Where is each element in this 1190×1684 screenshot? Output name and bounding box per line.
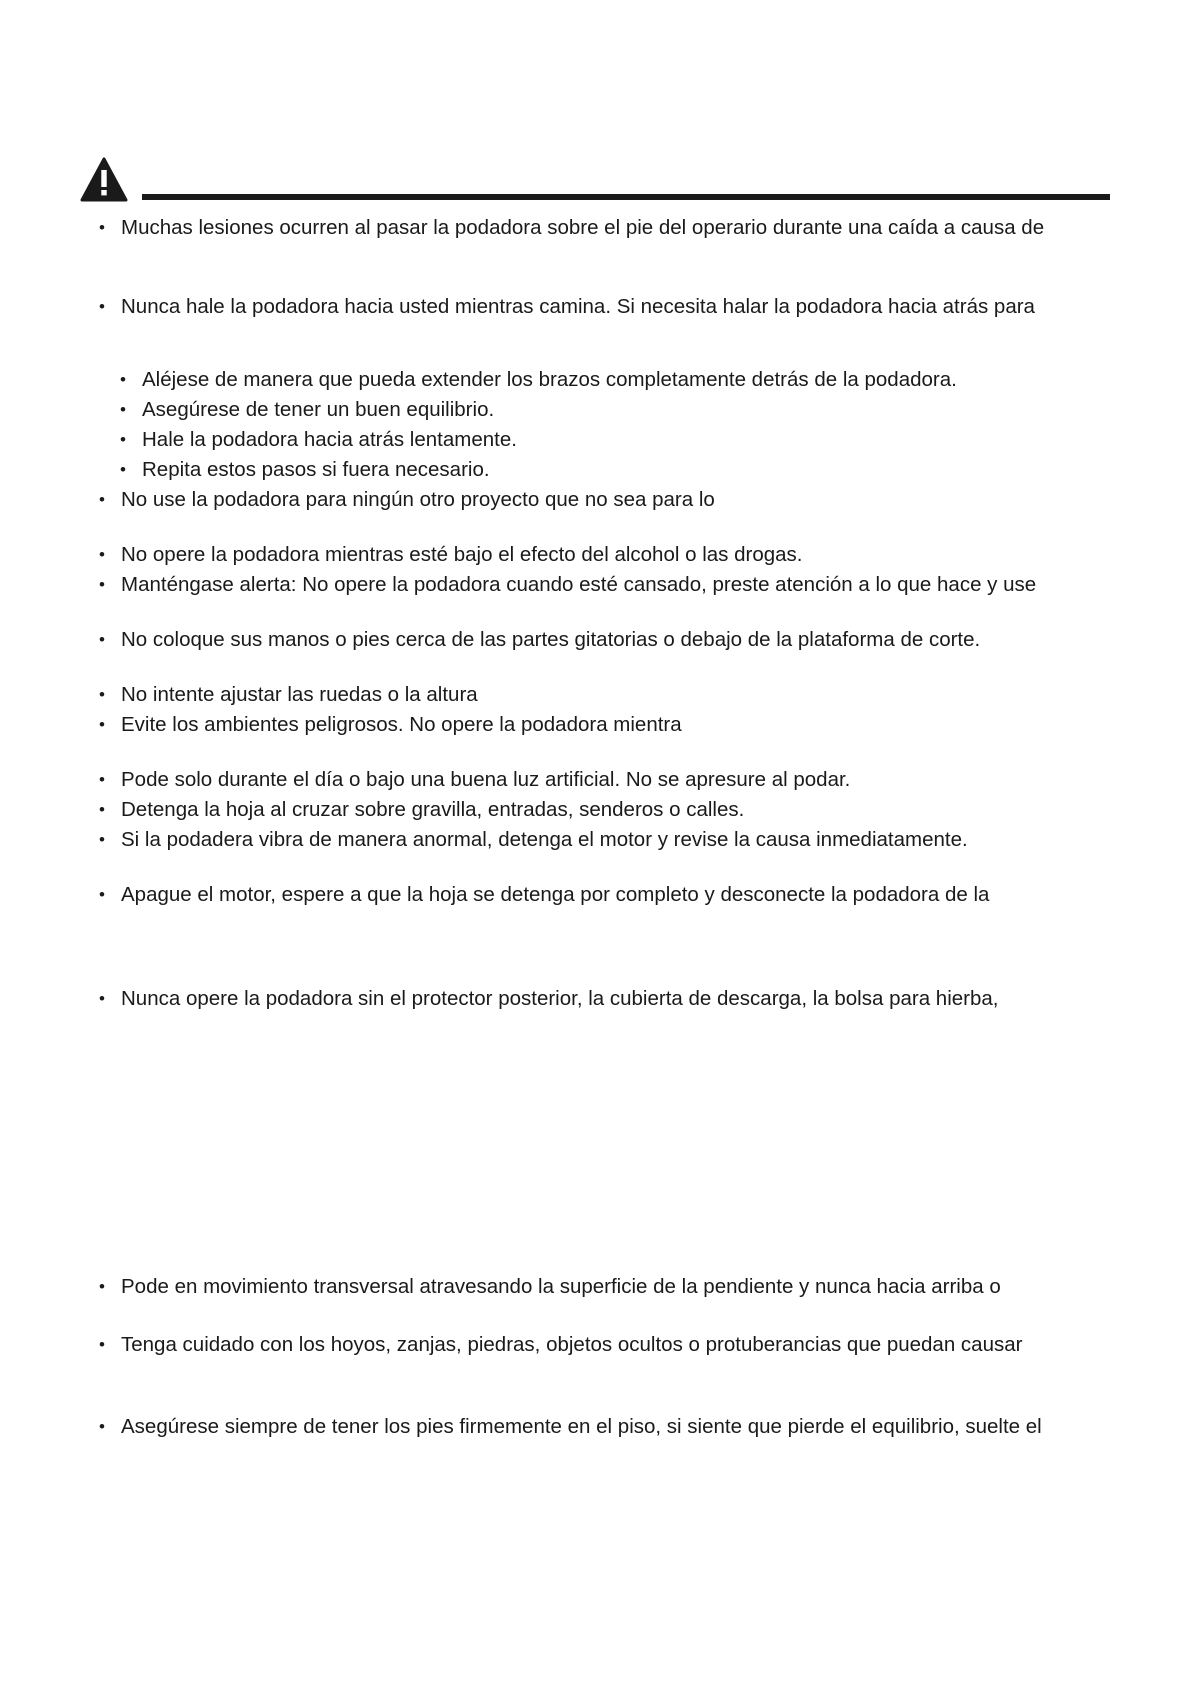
bullet: • (99, 545, 105, 564)
list-item-text: Repita estos pasos si fuera necesario. (142, 458, 490, 481)
bullet: • (99, 715, 105, 734)
warning-header (80, 157, 1110, 205)
bullet: • (99, 885, 105, 904)
list-item-text: Apague el motor, espere a que la hoja se detenga por completo y desconecte la podadora de la (121, 883, 990, 906)
list-item-text: No opere la podadora mientras esté bajo el efecto del alcohol o las drogas. (121, 543, 803, 566)
list-item-text: Nunca hale la podadora hacia usted mientras camina. Si necesita halar la podadora hacia atrás para (121, 295, 1035, 318)
list-item-text: Pode solo durante el día o bajo una buena luz artificial. No se apresure al podar. (121, 768, 851, 791)
list-item-text: Si la podadera vibra de manera anormal, detenga el motor y revise la causa inmediatamente. (121, 828, 968, 851)
bullet: • (99, 630, 105, 649)
bullet: • (99, 1277, 105, 1296)
bullet: • (99, 490, 105, 509)
warning-triangle-icon (80, 157, 128, 202)
bullet: • (99, 575, 105, 594)
bullet: • (120, 400, 126, 419)
list-item-text: Asegúrese siempre de tener los pies firmemente en el piso, si siente que pierde el equilibrio, suelte el (121, 1415, 1042, 1438)
list-item-text: Pode en movimiento transversal atravesando la superficie de la pendiente y nunca hacia arriba o (121, 1275, 1001, 1298)
list-item-text: Asegúrese de tener un buen equilibrio. (142, 398, 495, 421)
list-item-text: Hale la podadora hacia atrás lentamente. (142, 428, 517, 451)
bullet: • (99, 685, 105, 704)
bullet: • (120, 430, 126, 449)
list-item-text: No coloque sus manos o pies cerca de las partes gitatorias o debajo de la plataforma de corte. (121, 628, 981, 651)
list-item-text: Tenga cuidado con los hoyos, zanjas, piedras, objetos ocultos o protuberancias que puedan causar (121, 1333, 1023, 1356)
list-item-text: Aléjese de manera que pueda extender los brazos completamente detrás de la podadora. (142, 368, 957, 391)
bullet: • (120, 370, 126, 389)
bullet: • (99, 1417, 105, 1436)
list-item-text: Detenga la hoja al cruzar sobre gravilla, entradas, senderos o calles. (121, 798, 745, 821)
list-item-text: Muchas lesiones ocurren al pasar la podadora sobre el pie del operario durante una caída a causa de (121, 216, 1045, 239)
bullet: • (99, 989, 105, 1008)
list-item-text: Nunca opere la podadora sin el protector posterior, la cubierta de descarga, la bolsa para hierba, (121, 987, 999, 1010)
bullet: • (99, 297, 105, 316)
bullet: • (99, 1335, 105, 1354)
list-item-text: Evite los ambientes peligrosos. No opere la podadora mientra (121, 713, 682, 736)
header-rule (142, 194, 1110, 200)
bullet: • (120, 460, 126, 479)
bullet: • (99, 770, 105, 789)
bullet: • (99, 218, 105, 237)
list-item-text: No use la podadora para ningún otro proyecto que no sea para lo (121, 488, 715, 511)
list-item-text: No intente ajustar las ruedas o la altura (121, 683, 478, 706)
bullet: • (99, 830, 105, 849)
bullet: • (99, 800, 105, 819)
list-item-text: Manténgase alerta: No opere la podadora cuando esté cansado, preste atención a lo que hace y use (121, 573, 1037, 596)
